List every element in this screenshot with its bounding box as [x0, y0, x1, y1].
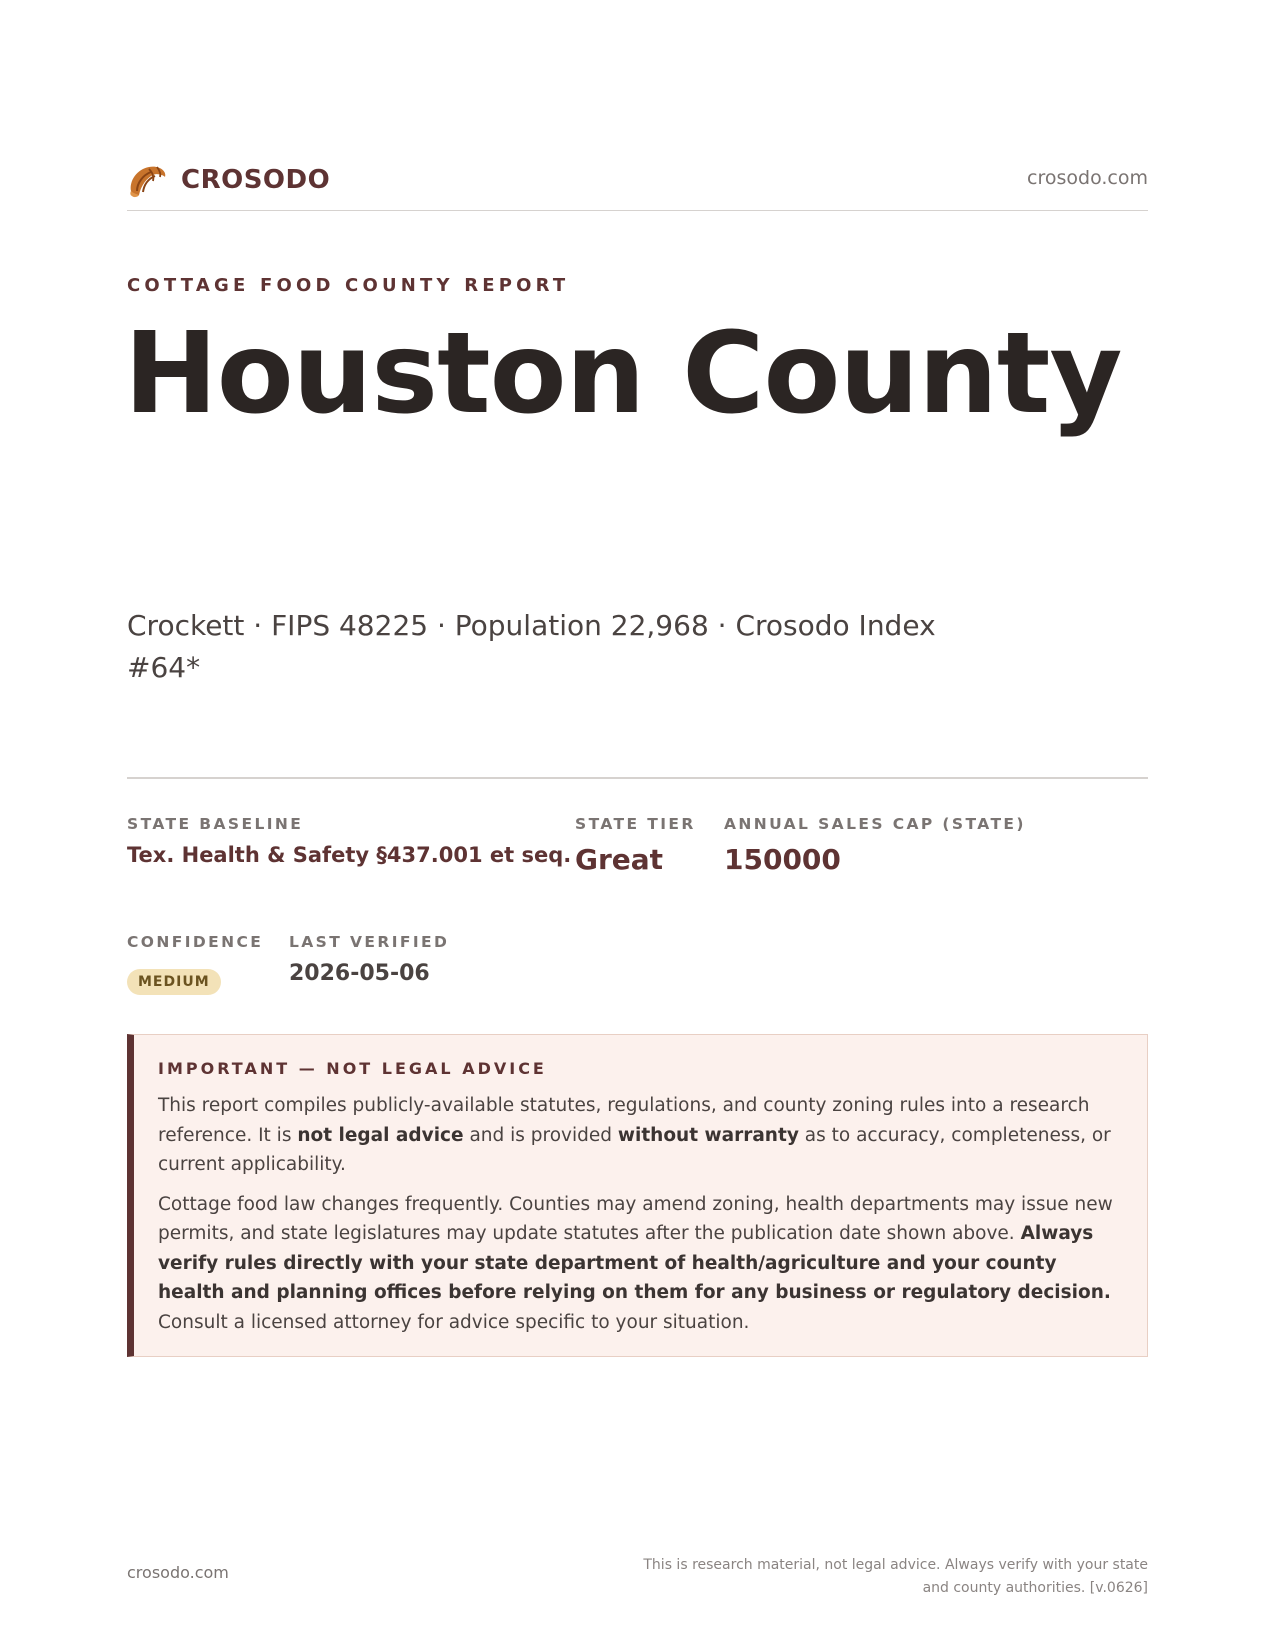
notice-emphasis: Always verify rules directly with your state department of health/agriculture and your county health and planning offices before relying on them for any business or regulatory decision.: [158, 1223, 1111, 1303]
notice-paragraph: [158, 1190, 1119, 1338]
section-divider: [127, 777, 1148, 779]
fact-value: 2026-05-06: [289, 961, 430, 986]
notice-emphasis: without warranty: [617, 1124, 799, 1146]
report-eyebrow: COTTAGE FOOD COUNTY REPORT: [127, 275, 570, 296]
fact-label: LAST VERIFIED: [289, 933, 450, 951]
fact-label: ANNUAL SALES CAP (STATE): [724, 815, 1026, 833]
legal-notice: [127, 1034, 1148, 1357]
fact-label: CONFIDENCE: [127, 933, 264, 951]
notice-text: Consult a licensed attorney for advice specific to your situation.: [158, 1311, 750, 1333]
fact-confidence: [127, 933, 263, 995]
fact-state-baseline: [127, 815, 571, 867]
brand: [127, 161, 330, 199]
notice-title: IMPORTANT — NOT LEGAL ADVICE: [158, 1059, 547, 1078]
fact-value: Great: [575, 843, 664, 876]
brand-name: CROSODO: [181, 165, 331, 195]
page-header: [127, 155, 1148, 211]
notice-emphasis: not legal advice: [297, 1124, 464, 1146]
croissant-icon: [127, 161, 169, 199]
notice-text: and is provided: [463, 1124, 618, 1146]
fact-label: STATE TIER: [575, 815, 696, 833]
footer-disclaimer: This is research material, not legal advice. Always verify with your state and county authorities. [v.0626]: [643, 1557, 1148, 1596]
fact-value: Tex. Health & Safety §437.001 et seq.: [127, 843, 572, 867]
footer-site-url[interactable]: crosodo.com: [127, 1563, 229, 1582]
fact-annual-sales-cap: [724, 815, 1026, 876]
fact-label: STATE BASELINE: [127, 815, 304, 833]
notice-text: as to accuracy, completeness, or current applicability.: [158, 1124, 1111, 1175]
fact-value: 150000: [724, 843, 841, 876]
notice-text: Cottage food law changes frequently. Counties may amend zoning, health departments may issue new permits, and state legislatures may update statutes after the publication date shown above.: [158, 1193, 1113, 1244]
report-page: [124, 0, 1148, 1650]
report-subtitle: Crockett · FIPS 48225 · Population 22,968 · Crosodo Index #64*: [127, 609, 936, 684]
fact-last-verified: [289, 933, 449, 986]
fact-state-tier: [575, 815, 696, 876]
confidence-badge: MEDIUM: [127, 969, 221, 995]
notice-text: This report compiles publicly-available statutes, regulations, and county zoning rules into a research reference. It is: [158, 1095, 1090, 1146]
notice-paragraph: [158, 1091, 1119, 1180]
page-title: Houston County: [124, 309, 1122, 439]
header-site-url[interactable]: crosodo.com: [1027, 167, 1148, 189]
